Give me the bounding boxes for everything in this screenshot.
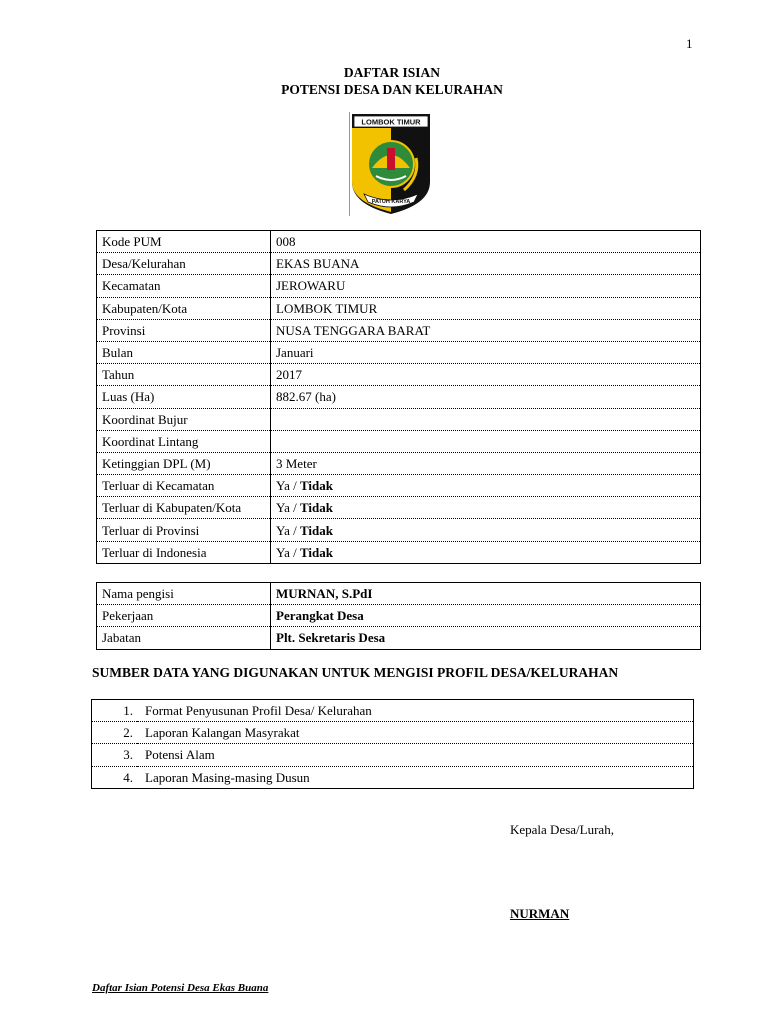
field-value [271,475,701,497]
field-value: 008 [271,231,701,253]
option-ya: Ya / [276,478,300,494]
field-label: Luas (Ha) [97,386,271,408]
field-label: Terluar di Kecamatan [97,475,271,497]
field-value: NUSA TENGGARA BARAT [271,319,701,341]
option-tidak: Tidak [299,544,333,560]
field-label: Nama pengisi [97,583,271,605]
field-value: 2017 [271,364,701,386]
field-label: Kabupaten/Kota [97,297,271,319]
field-value: EKAS BUANA [271,253,701,275]
table-row [97,253,701,275]
item-number: 3. [92,744,138,766]
table-row [97,452,701,474]
table-row [97,341,701,363]
field-value: MURNAN, S.PdI [271,583,701,605]
field-value: Plt. Sekretaris Desa [271,627,701,649]
item-text: Format Penyusunan Profil Desa/ Kelurahan [137,700,694,722]
field-label: Desa/Kelurahan [97,253,271,275]
table-row [97,319,701,341]
table-row [97,627,701,649]
table-row [97,430,701,452]
option-tidak: Tidak [299,478,333,494]
option-ya: Ya / [276,522,300,538]
table-row [97,519,701,541]
field-value: 3 Meter [271,452,701,474]
field-label: Terluar di Provinsi [97,519,271,541]
lombok-timur-emblem [348,112,432,216]
respondent-table [96,582,701,650]
data-source-heading: SUMBER DATA YANG DIGUNAKAN UNTUK MENGISI PROFIL DESA/KELURAHAN [92,665,619,680]
field-value: JEROWARU [271,275,701,297]
field-label: Jabatan [97,627,271,649]
field-value [271,541,701,563]
page-subtitle: POTENSI DESA DAN KELURAHAN [281,82,503,97]
table-row [97,497,701,519]
field-value [271,497,701,519]
item-text: Laporan Kalangan Masyrakat [137,722,694,744]
item-text: Potensi Alam [137,744,694,766]
field-value: Perangkat Desa [271,605,701,627]
option-tidak: Tidak [299,500,333,516]
data-source-table [91,699,694,789]
option-ya: Ya / [276,544,300,560]
table-row [97,541,701,563]
field-value: 882.67 (ha) [271,386,701,408]
field-label: Tahun [97,364,271,386]
item-text: Laporan Masing-masing Dusun [137,766,694,788]
emblem-top-text: LOMBOK TIMUR [361,117,421,127]
table-row [97,408,701,430]
table-row [97,605,701,627]
field-label: Bulan [97,341,271,363]
page-footer: Daftar Isian Potensi Desa Ekas Buana [92,982,269,994]
field-label: Koordinat Lintang [97,430,271,452]
field-value [271,430,701,452]
field-label: Ketinggian DPL (M) [97,452,271,474]
field-label: Kode PUM [97,231,271,253]
field-label: Provinsi [97,319,271,341]
field-value [271,519,701,541]
item-number: 4. [92,766,138,788]
option-tidak: Tidak [299,522,333,538]
table-row [97,275,701,297]
table-row [97,297,701,319]
item-number: 1. [92,700,138,722]
table-row [97,231,701,253]
signature-name: NURMAN [510,906,570,921]
field-value: LOMBOK TIMUR [271,297,701,319]
list-item [92,744,694,766]
field-value [271,408,701,430]
list-item [92,700,694,722]
field-label: Kecamatan [97,275,271,297]
field-value: Januari [271,341,701,363]
signature-title: Kepala Desa/Lurah, [510,822,614,837]
table-row [97,386,701,408]
field-label: Terluar di Indonesia [97,541,271,563]
item-number: 2. [92,722,138,744]
table-row [97,364,701,386]
page-number: 1 [686,36,693,51]
emblem-bottom-text: PATUH KARYA [371,199,411,205]
table-row [97,583,701,605]
page-title: DAFTAR ISIAN [343,65,441,80]
field-label: Pekerjaan [97,605,271,627]
village-info-table [96,230,701,564]
field-label: Koordinat Bujur [97,408,271,430]
table-row [97,475,701,497]
list-item [92,722,694,744]
list-item [92,766,694,788]
option-ya: Ya / [276,500,300,516]
field-label: Terluar di Kabupaten/Kota [97,497,271,519]
